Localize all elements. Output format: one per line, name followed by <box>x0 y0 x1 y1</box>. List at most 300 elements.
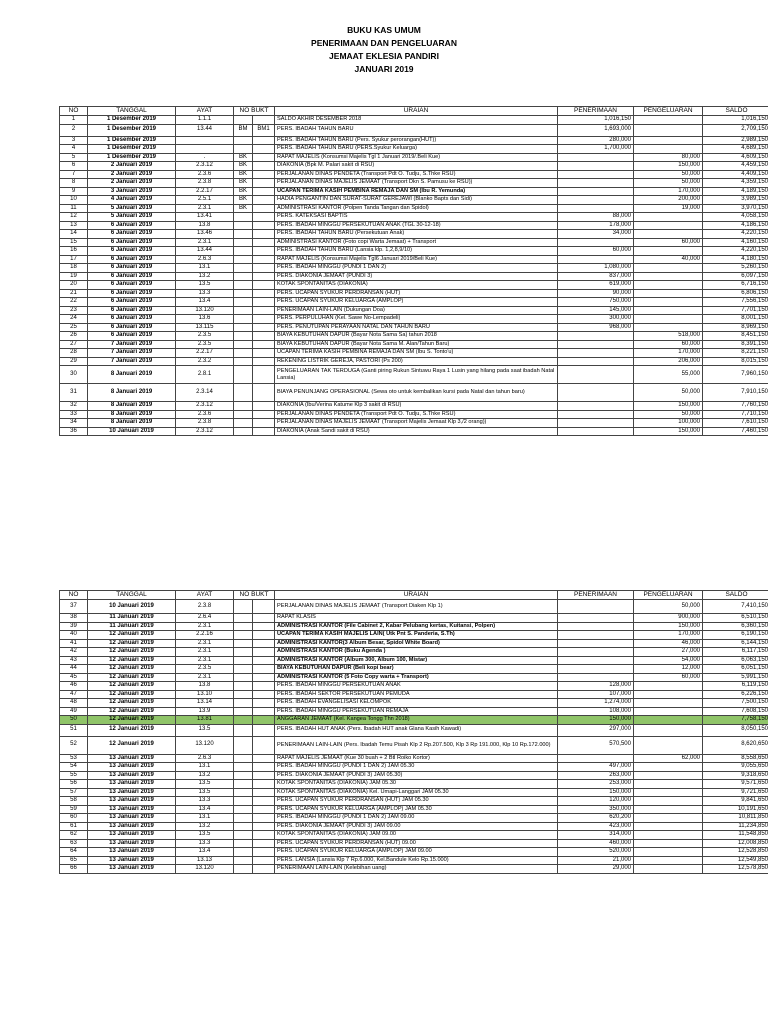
cell-saldo: 7,410,150 <box>703 600 768 614</box>
cell-bukti-no <box>253 145 275 154</box>
cell-bukti-type <box>234 419 253 428</box>
table-row <box>60 264 768 273</box>
table-row <box>60 797 768 806</box>
cell-tanggal: 12 Januari 2019 <box>88 631 176 640</box>
cell-bukti-no <box>253 264 275 273</box>
cell-tanggal: 10 Januari 2019 <box>88 600 176 614</box>
cell-pengeluaran <box>634 839 703 848</box>
cell-tanggal: 13 Januari 2019 <box>88 865 176 874</box>
cell-no: 45 <box>60 673 88 682</box>
cell-penerimaan: 619,000 <box>558 281 634 290</box>
cell-bukti-type <box>234 865 253 874</box>
cell-pengeluaran: 55,000 <box>634 366 703 384</box>
cell-tanggal: 8 Januari 2019 <box>88 410 176 419</box>
cell-tanggal: 6 Januari 2019 <box>88 323 176 332</box>
cell-uraian: BIAYA KEBUTUHAN DAPUR (Bayar Nota Sama M. Alan/Tahun Baru) <box>275 340 558 349</box>
cell-penerimaan: 1,700,000 <box>558 145 634 154</box>
cell-ayat: 2.3.14 <box>176 384 234 402</box>
cell-bukti-type <box>234 656 253 665</box>
table-row <box>60 384 768 402</box>
cell-penerimaan: 280,000 <box>558 136 634 145</box>
cell-uraian: PENGELUARAN TAK TERDUGA (Ganti piring Rukun Sintuwu Raya 1 Lusin yang hilang pada saat ibadah Natal Lansia) <box>275 366 558 384</box>
table-row <box>60 780 768 789</box>
cell-uraian: PERS. UCAPAN SYUKUR KELUARGA (AMPLOP) JAM 05.30 <box>275 805 558 814</box>
cell-bukti-no <box>253 230 275 239</box>
cell-ayat: 2.3.12 <box>176 162 234 171</box>
col-saldo-header: SALDO <box>703 107 768 116</box>
cell-uraian: PERS. UCAPAN SYUKUR KELUARGA (AMPLOP) JAM 09.00 <box>275 848 558 857</box>
cell-saldo: 6,510,150 <box>703 614 768 623</box>
cell-saldo: 6,716,150 <box>703 281 768 290</box>
cell-tanggal: 6 Januari 2019 <box>88 289 176 298</box>
report-subtitle: PENERIMAAN DAN PENGELUARAN <box>311 38 457 48</box>
cell-pengeluaran: 40,000 <box>634 255 703 264</box>
cell-uraian: PERS. KATEKSASI BAPTIS <box>275 213 558 222</box>
cell-bukti-no <box>253 153 275 162</box>
cell-no: 38 <box>60 614 88 623</box>
table-row <box>60 839 768 848</box>
cell-pengeluaran: 200,000 <box>634 196 703 205</box>
cell-pengeluaran <box>634 213 703 222</box>
cell-pengeluaran <box>634 264 703 273</box>
cell-pengeluaran: 54,000 <box>634 656 703 665</box>
cell-bukti-type <box>234 788 253 797</box>
cell-penerimaan: 497,000 <box>558 763 634 772</box>
cell-penerimaan <box>558 673 634 682</box>
cell-penerimaan <box>558 255 634 264</box>
cell-pengeluaran <box>634 230 703 239</box>
cell-uraian: REKENING LISTRIK GEREJA, PASTORI (Ps 200) <box>275 357 558 366</box>
cell-bukti-type <box>234 831 253 840</box>
report-title: BUKU KAS UMUM <box>347 25 421 35</box>
cell-bukti-type <box>234 247 253 256</box>
table-row <box>60 402 768 411</box>
cell-bukti-no <box>253 402 275 411</box>
cell-saldo: 6,806,150 <box>703 289 768 298</box>
cell-bukti-type <box>234 264 253 273</box>
cell-bukti-no <box>253 340 275 349</box>
cell-bukti-type <box>234 116 253 125</box>
cell-ayat: 2.3.1 <box>176 204 234 213</box>
cell-bukti-no <box>253 187 275 196</box>
cell-penerimaan: 1,080,000 <box>558 264 634 273</box>
cell-no: 53 <box>60 754 88 763</box>
cell-no: 63 <box>60 839 88 848</box>
cell-saldo: 4,220,150 <box>703 230 768 239</box>
cell-tanggal: 8 Januari 2019 <box>88 366 176 384</box>
cell-uraian: PERS. IBADAH TAHUN BARU (Lansia klp. 1,2,8,9/10) <box>275 247 558 256</box>
cell-bukti-no <box>253 289 275 298</box>
cell-no: 30 <box>60 366 88 384</box>
cell-bukti-no <box>253 410 275 419</box>
cell-bukti-type: BK <box>234 170 253 179</box>
cell-no: 15 <box>60 238 88 247</box>
table-row <box>60 306 768 315</box>
cell-uraian: KOTAK SPONTANITAS (DIAKONIA) JAM 05.30 <box>275 780 558 789</box>
cell-bukti-type <box>234 323 253 332</box>
cell-uraian: PENERIMAAN LAIN-LAIN (Dukungan Doa) <box>275 306 558 315</box>
cell-pengeluaran: 46,000 <box>634 639 703 648</box>
cell-penerimaan <box>558 332 634 341</box>
cell-ayat: 2.3.8 <box>176 419 234 428</box>
cell-saldo: 2,709,150 <box>703 124 768 136</box>
cell-bukti-type <box>234 716 253 725</box>
cell-ayat: . <box>176 153 234 162</box>
cell-uraian: BIAYA PENUNJANG OPERASIONAL (Sewa oto untuk kembalikan kursi pada Natal dan tahun baru) <box>275 384 558 402</box>
cell-uraian: PERS. UCAPAN SYUKUR PERDRANSAN (HUT) 09.00 <box>275 839 558 848</box>
cell-bukti-no: BM1 <box>253 124 275 136</box>
cell-bukti-type <box>234 213 253 222</box>
cell-uraian: DIAKONIA (Anak Sandi sakit di RSU) <box>275 427 558 436</box>
cell-pengeluaran <box>634 306 703 315</box>
cell-ayat: 13.4 <box>176 298 234 307</box>
table-row <box>60 213 768 222</box>
cell-ayat: 13.2 <box>176 272 234 281</box>
cell-uraian: PERS. IBADAH SEKTOR PERSEKUTUAN PEMUDA <box>275 690 558 699</box>
cell-bukti-type <box>234 724 253 736</box>
cell-pengeluaran <box>634 780 703 789</box>
cell-penerimaan <box>558 179 634 188</box>
cell-pengeluaran: 900,000 <box>634 614 703 623</box>
cell-pengeluaran <box>634 822 703 831</box>
col-pengeluaran-header: PENGELUARAN <box>634 591 703 600</box>
cell-bukti-type: BM <box>234 124 253 136</box>
cell-bukti-no <box>253 323 275 332</box>
cell-bukti-no <box>253 797 275 806</box>
table-row <box>60 298 768 307</box>
cell-bukti-no <box>253 716 275 725</box>
cell-ayat: 2.6.3 <box>176 754 234 763</box>
cell-uraian: PERS. IBADAH TAHUN BARU <box>275 124 558 136</box>
cell-bukti-type <box>234 856 253 865</box>
cell-no: 8 <box>60 179 88 188</box>
cell-ayat: 13.10 <box>176 690 234 699</box>
cell-bukti-type <box>234 255 253 264</box>
cell-bukti-no <box>253 116 275 125</box>
table-header-row <box>60 591 768 600</box>
cell-pengeluaran: 80,000 <box>634 153 703 162</box>
cell-bukti-type <box>234 238 253 247</box>
cell-bukti-no <box>253 839 275 848</box>
cell-pengeluaran: 50,000 <box>634 384 703 402</box>
cell-penerimaan <box>558 153 634 162</box>
cell-penerimaan: 423,000 <box>558 822 634 831</box>
cell-ayat: 13.81 <box>176 716 234 725</box>
table-row <box>60 788 768 797</box>
cell-uraian: PENERIMAAN LAIN-LAIN (Pers. Ibadah Temu Pisah Klp 2 Rp.207.500, Klp 3 Rp 191.000, Klp 10 Rp.172.000) <box>275 736 558 754</box>
cell-tanggal: 4 Januari 2019 <box>88 196 176 205</box>
table-row <box>60 622 768 631</box>
cell-saldo: 4,189,150 <box>703 187 768 196</box>
cell-ayat: 13.5 <box>176 788 234 797</box>
cell-tanggal: 13 Januari 2019 <box>88 805 176 814</box>
cell-ayat: 2.3.12 <box>176 427 234 436</box>
cell-saldo: 10,811,850 <box>703 814 768 823</box>
cell-no: 43 <box>60 656 88 665</box>
table-row <box>60 153 768 162</box>
cell-penerimaan: 34,000 <box>558 230 634 239</box>
cell-penerimaan: 128,000 <box>558 682 634 691</box>
cell-bukti-type <box>234 281 253 290</box>
table-row <box>60 427 768 436</box>
cell-tanggal: 12 Januari 2019 <box>88 690 176 699</box>
cell-bukti-no <box>253 648 275 657</box>
cell-ayat: 13.120 <box>176 306 234 315</box>
cell-ayat: 2.3.8 <box>176 600 234 614</box>
cell-ayat: 13.9 <box>176 707 234 716</box>
cell-no: 36 <box>60 427 88 436</box>
cell-ayat: 13.4 <box>176 805 234 814</box>
cell-tanggal: 12 Januari 2019 <box>88 656 176 665</box>
cell-ayat: 13.5 <box>176 831 234 840</box>
cell-saldo: 10,191,650 <box>703 805 768 814</box>
cell-bukti-no <box>253 162 275 171</box>
table-row <box>60 204 768 213</box>
cell-saldo: 7,500,150 <box>703 699 768 708</box>
cell-pengeluaran <box>634 281 703 290</box>
cell-uraian: PERS. DIAKONIA JEMAAT (PUNDI 3) <box>275 272 558 281</box>
cell-bukti-type <box>234 614 253 623</box>
cell-penerimaan <box>558 622 634 631</box>
cell-uraian: PERS. IBADAH MINGGU PERSEKUTUAN ANAK (TGL 30-12-18) <box>275 221 558 230</box>
cell-penerimaan <box>558 600 634 614</box>
cell-saldo: 3,970,150 <box>703 204 768 213</box>
cell-bukti-type <box>234 145 253 154</box>
cell-bukti-no <box>253 736 275 754</box>
cell-tanggal: 12 Januari 2019 <box>88 724 176 736</box>
table-row <box>60 116 768 125</box>
cell-uraian: ADMINISTRASI KANTOR (Polpen Tanda Tangan dan Spidol) <box>275 204 558 213</box>
cell-bukti-no <box>253 204 275 213</box>
cell-no: 31 <box>60 384 88 402</box>
cell-pengeluaran <box>634 298 703 307</box>
table-row <box>60 419 768 428</box>
col-no-bukti-header: NO BUKT <box>234 107 275 116</box>
cell-no: 13 <box>60 221 88 230</box>
cell-bukti-type <box>234 690 253 699</box>
cell-pengeluaran <box>634 247 703 256</box>
cell-no: 12 <box>60 213 88 222</box>
cell-ayat: 2.3.12 <box>176 402 234 411</box>
cell-saldo: 3,989,150 <box>703 196 768 205</box>
cell-bukti-type: BK <box>234 153 253 162</box>
cell-pengeluaran: 50,000 <box>634 410 703 419</box>
cell-ayat: 13.120 <box>176 865 234 874</box>
cell-tanggal: 12 Januari 2019 <box>88 716 176 725</box>
cell-penerimaan <box>558 384 634 402</box>
cell-bukti-type <box>234 682 253 691</box>
cell-ayat: 2.2.16 <box>176 631 234 640</box>
cell-bukti-type <box>234 600 253 614</box>
cell-penerimaan: 620,200 <box>558 814 634 823</box>
cell-saldo: 6,360,150 <box>703 622 768 631</box>
cell-bukti-no <box>253 357 275 366</box>
cell-pengeluaran <box>634 699 703 708</box>
cell-tanggal: 11 Januari 2019 <box>88 622 176 631</box>
cell-uraian: ADMINISTRASI KANTOR (File Cabinet 2, Kabar Pelubang kertas, Kuitansi, Polpen) <box>275 622 558 631</box>
cell-tanggal: 1 Desember 2019 <box>88 145 176 154</box>
cell-bukti-no <box>253 814 275 823</box>
cell-no: 14 <box>60 230 88 239</box>
table-row <box>60 357 768 366</box>
cell-bukti-no <box>253 682 275 691</box>
cell-no: 32 <box>60 402 88 411</box>
cell-bukti-type <box>234 665 253 674</box>
cell-no: 10 <box>60 196 88 205</box>
cell-penerimaan: 60,000 <box>558 247 634 256</box>
cell-saldo: 11,234,850 <box>703 822 768 831</box>
cell-saldo: 9,055,650 <box>703 763 768 772</box>
cell-no: 46 <box>60 682 88 691</box>
cell-no: 44 <box>60 665 88 674</box>
cell-uraian: KOTAK SPONTANITAS (DIAKONIA) <box>275 281 558 290</box>
cell-saldo: 9,318,650 <box>703 771 768 780</box>
cell-tanggal: 1 Desember 2019 <box>88 116 176 125</box>
cell-bukti-no <box>253 856 275 865</box>
cell-penerimaan <box>558 170 634 179</box>
cell-penerimaan: 253,000 <box>558 780 634 789</box>
cell-no: 51 <box>60 724 88 736</box>
cell-ayat: 2.3.1 <box>176 622 234 631</box>
table-row <box>60 822 768 831</box>
cell-uraian: ADMINISTRASI KANTOR(3 Album Besar, Spidol White Board) <box>275 639 558 648</box>
cell-tanggal: 6 Januari 2019 <box>88 272 176 281</box>
cell-bukti-no <box>253 690 275 699</box>
cell-bukti-no <box>253 255 275 264</box>
cell-tanggal: 6 Januari 2019 <box>88 315 176 324</box>
cell-ayat: 13.1 <box>176 264 234 273</box>
cell-penerimaan: 178,000 <box>558 221 634 230</box>
cell-ayat: 13.5 <box>176 724 234 736</box>
cell-ayat: 13.1 <box>176 763 234 772</box>
cell-uraian: BIAYA KEBUTUHAN DAPUR (Beli kopi bear) <box>275 665 558 674</box>
cell-saldo: 4,180,150 <box>703 255 768 264</box>
cell-bukti-type <box>234 707 253 716</box>
cell-no: 6 <box>60 162 88 171</box>
cell-bukti-no <box>253 238 275 247</box>
cell-pengeluaran: 100,000 <box>634 419 703 428</box>
cell-bukti-no <box>253 366 275 384</box>
cell-bukti-no <box>253 631 275 640</box>
cell-bukti-type <box>234 648 253 657</box>
cell-penerimaan: 108,000 <box>558 707 634 716</box>
cell-tanggal: 11 Januari 2019 <box>88 614 176 623</box>
cell-pengeluaran: 19,000 <box>634 204 703 213</box>
cash-ledger-table-2 <box>59 590 768 874</box>
cell-bukti-type <box>234 771 253 780</box>
col-saldo-header: SALDO <box>703 591 768 600</box>
cell-ayat: 2.6.4 <box>176 614 234 623</box>
church-name: JEMAAT EKLESIA PANDIRI <box>329 51 439 61</box>
cell-tanggal: 12 Januari 2019 <box>88 699 176 708</box>
cell-bukti-type <box>234 805 253 814</box>
cell-bukti-no <box>253 272 275 281</box>
cell-bukti-type <box>234 673 253 682</box>
cell-saldo: 8,558,650 <box>703 754 768 763</box>
cell-no: 9 <box>60 187 88 196</box>
cell-bukti-no <box>253 699 275 708</box>
col-ayat-header: AYAT <box>176 107 234 116</box>
cell-saldo: 12,528,850 <box>703 848 768 857</box>
cell-no: 1 <box>60 116 88 125</box>
cell-ayat: 2.2.17 <box>176 349 234 358</box>
cell-pengeluaran: 50,000 <box>634 600 703 614</box>
table-row <box>60 771 768 780</box>
cell-ayat: 13.5 <box>176 281 234 290</box>
cell-ayat: 13.4 <box>176 848 234 857</box>
cell-bukti-type <box>234 410 253 419</box>
cell-bukti-no <box>253 600 275 614</box>
cell-tanggal: 2 Januari 2019 <box>88 170 176 179</box>
col-tanggal-header: TANGGAL <box>88 107 176 116</box>
cell-uraian: UCAPAN TERIMA KASIH MAJELIS LAIN( Utk Pnt S. Panderia, S.Th) <box>275 631 558 640</box>
cell-no: 25 <box>60 323 88 332</box>
cell-bukti-type <box>234 315 253 324</box>
cell-bukti-type <box>234 340 253 349</box>
cell-pengeluaran <box>634 707 703 716</box>
cell-uraian: PERS. IBADAH HUT ANAK (Pers. Ibadah HUT anak Glana Kasih Kawadi) <box>275 724 558 736</box>
table-header-row <box>60 107 768 116</box>
cell-bukti-type <box>234 839 253 848</box>
cell-pengeluaran <box>634 315 703 324</box>
cell-bukti-no <box>253 822 275 831</box>
cell-uraian: HADIA PENGANTIN DAN SURAT-SURAT GEREJAWI (Blanko Bapts dan Sidi) <box>275 196 558 205</box>
cell-bukti-no <box>253 170 275 179</box>
cell-bukti-no <box>253 196 275 205</box>
cell-bukti-no <box>253 665 275 674</box>
cell-uraian: PERJALANAN DINAS PENDETA (Transport Pdt O. Tudju, S.Thke RSU) <box>275 410 558 419</box>
cell-bukti-type <box>234 298 253 307</box>
cell-bukti-type <box>234 402 253 411</box>
cell-bukti-type <box>234 289 253 298</box>
cell-tanggal: 2 Januari 2019 <box>88 162 176 171</box>
cell-penerimaan: 145,000 <box>558 306 634 315</box>
cell-bukti-type <box>234 332 253 341</box>
cell-ayat: 13.115 <box>176 323 234 332</box>
col-ayat-header: AYAT <box>176 591 234 600</box>
cell-no: 26 <box>60 332 88 341</box>
cell-saldo: 8,391,150 <box>703 340 768 349</box>
cell-uraian: RAPAT MAJELIS JEMAAT (Kue 30 buah + 2 Btl Roiko Kortor) <box>275 754 558 763</box>
cell-penerimaan <box>558 427 634 436</box>
cell-tanggal: 1 Desember 2019 <box>88 136 176 145</box>
cell-saldo: 12,578,850 <box>703 865 768 874</box>
cell-tanggal: 8 Januari 2019 <box>88 419 176 428</box>
cell-no: 3 <box>60 136 88 145</box>
cell-ayat: 13.2 <box>176 771 234 780</box>
cell-pengeluaran: 150,000 <box>634 402 703 411</box>
cell-saldo: 12,008,850 <box>703 839 768 848</box>
cell-bukti-type <box>234 357 253 366</box>
cell-no: 17 <box>60 255 88 264</box>
cell-ayat: 13.14 <box>176 699 234 708</box>
cell-ayat: 13.44 <box>176 124 234 136</box>
cell-pengeluaran: 150,000 <box>634 622 703 631</box>
cell-tanggal: 13 Januari 2019 <box>88 831 176 840</box>
table-row <box>60 707 768 716</box>
cell-pengeluaran: 206,000 <box>634 357 703 366</box>
col-no-header: NO <box>60 107 88 116</box>
cell-saldo: 4,058,150 <box>703 213 768 222</box>
cell-ayat: 13.6 <box>176 315 234 324</box>
cell-no: 2 <box>60 124 88 136</box>
cell-saldo: 8,050,150 <box>703 724 768 736</box>
cell-no: 57 <box>60 788 88 797</box>
cell-tanggal: 12 Januari 2019 <box>88 648 176 657</box>
cell-penerimaan: 297,000 <box>558 724 634 736</box>
cell-tanggal: 13 Januari 2019 <box>88 839 176 848</box>
cell-uraian: KOTAK SPONTANITAS (DIAKONIA) JAM 09.00 <box>275 831 558 840</box>
